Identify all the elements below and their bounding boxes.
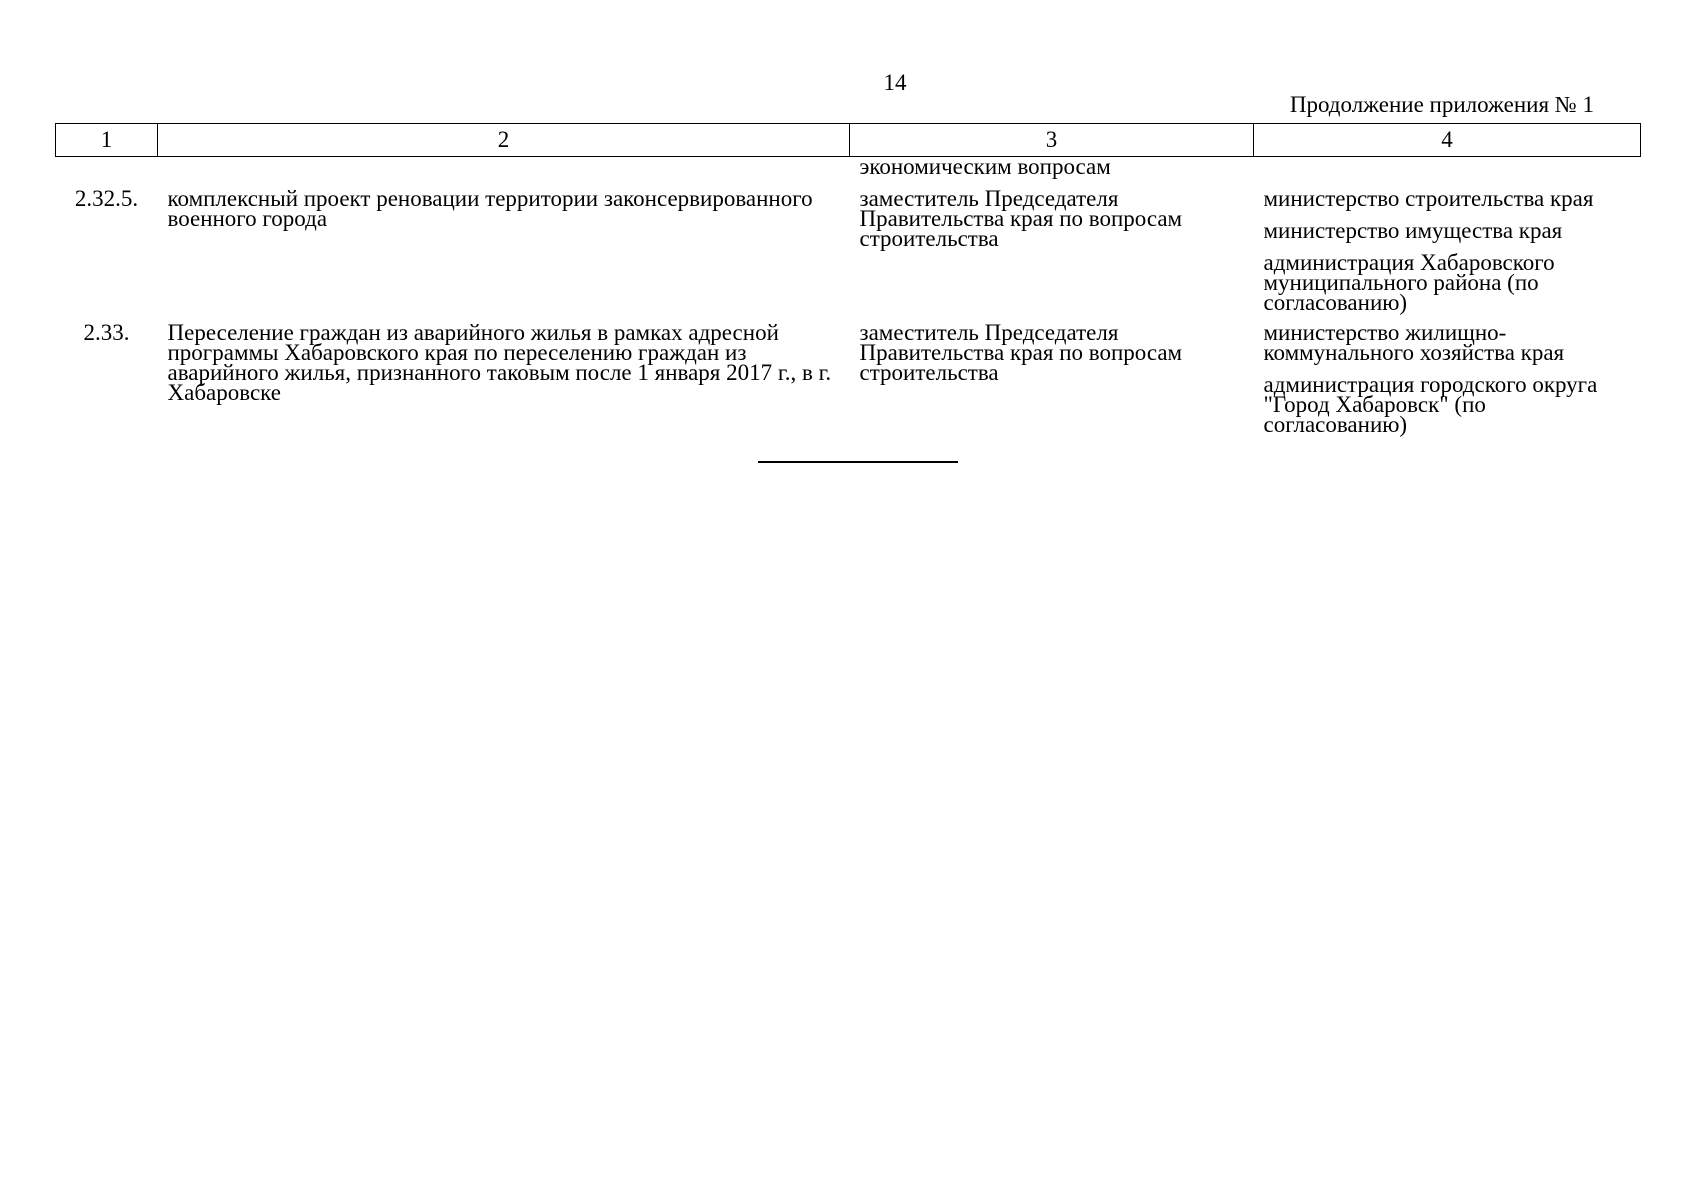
project-name: Переселение граждан из аварийного жилья в рамках адресной программы Хабаровского края по переселению граждан из аварийного жилья, признанного таковым после 1 января 2017 г., в г. Хабаровске [167,320,832,405]
executor-item: министерство имущества края [1263,218,1563,243]
item-number: 2.32.5. [74,186,139,211]
table-header-row [56,124,1641,157]
carry-cell-1 [56,157,158,184]
column-header-3: 3 [850,124,1254,157]
executors-cell [1254,313,1641,435]
plan-table [55,123,1641,435]
document-end-rule [758,461,958,463]
executor-item: министерство строительства края [1263,186,1594,211]
appendix-continuation-label: Продолжение приложения № 1 [1289,92,1594,117]
column-header-4: 4 [1254,124,1641,157]
column-header-2: 2 [158,124,850,157]
executor-item: министерство жилищно-коммунального хозяйства края [1263,320,1565,365]
page-number: 14 [883,70,907,95]
executor-item: администрация городского округа "Город Хабаровск" (по согласованию) [1263,372,1598,437]
responsible-official: заместитель Председателя Правительства края по вопросам строительства [859,186,1183,251]
carry-cell-responsible: экономическим вопросам [859,154,1111,179]
executor-item: администрация Хабаровского муниципального района (по согласованию) [1263,250,1555,315]
column-header-1: 1 [56,124,158,157]
executors-cell [1254,183,1641,313]
carry-cell-2 [158,157,850,184]
project-name: комплексный проект реновации территории законсервированного военного города [167,186,813,231]
carry-cell-4 [1254,157,1641,184]
table-row [56,313,1641,435]
table-row [56,183,1641,313]
item-number: 2.33. [83,320,130,345]
table-row-carryover [56,157,1641,184]
plan-table-container [55,123,1640,435]
responsible-official: заместитель Председателя Правительства края по вопросам строительства [859,320,1183,385]
